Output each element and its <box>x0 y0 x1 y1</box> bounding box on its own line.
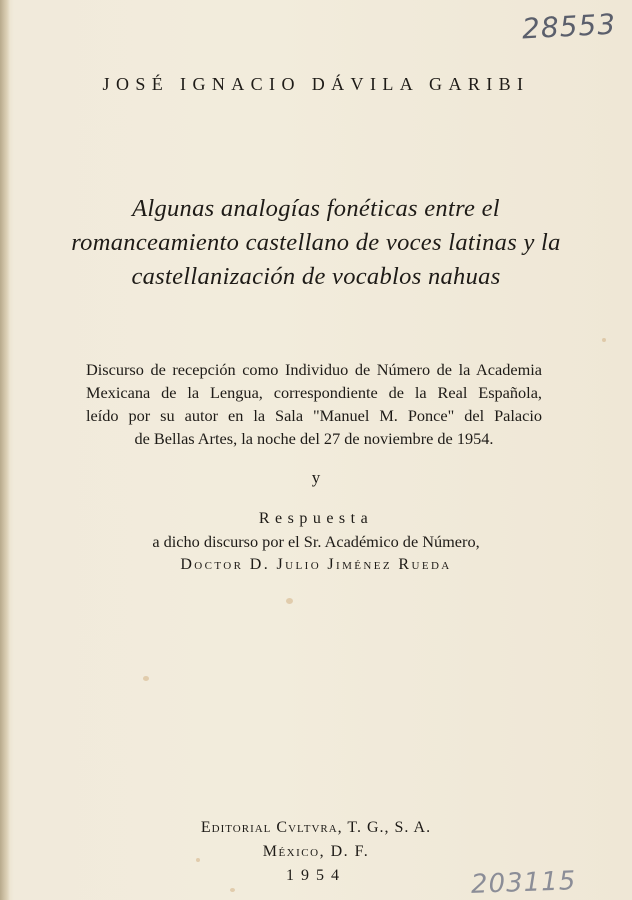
title-line: romanceamiento castellano de voces latinas y la <box>71 229 561 256</box>
author-name: JOSÉ IGNACIO DÁVILA GARIBI <box>102 74 530 94</box>
foxing-spot <box>286 598 293 604</box>
respuesta-text: a dicho discurso por el Sr. Académico de Número, <box>152 532 480 551</box>
conjunction: y <box>311 468 321 487</box>
publisher-name: Editorial Cvltvra, T. G., S. A. <box>200 819 432 836</box>
accession-number: 28553 <box>521 7 617 46</box>
catalog-number: 203115 <box>470 866 577 900</box>
discurso-line: de Bellas Artes, la noche del 27 de noviembre de 1954. <box>134 429 494 448</box>
title-line: castellanización de vocablos nahuas <box>131 263 501 290</box>
foxing-spot <box>602 338 606 342</box>
discurso-line: leído por su autor en la Sala "Manuel M. Ponce" del Palacio <box>86 406 542 425</box>
respuesta-heading: Respuesta <box>258 510 374 527</box>
discurso-description <box>86 358 542 450</box>
foxing-spot <box>143 676 149 681</box>
publication-year: 1954 <box>286 867 346 884</box>
book-title <box>60 192 572 294</box>
discurso-line: Mexicana de la Lengua, correspondiente de la Real Española, <box>86 383 542 402</box>
respondent-name: Doctor D. Julio Jiménez Rueda <box>180 556 452 573</box>
foxing-spot <box>230 888 235 892</box>
discurso-line: Discurso de recepción como Individuo de Número de la Academia <box>86 360 542 379</box>
publisher-city: México, D. F. <box>262 843 370 860</box>
title-line: Algunas analogías fonéticas entre el <box>132 195 500 222</box>
respuesta-block <box>0 508 632 577</box>
book-spine-shadow <box>0 0 10 900</box>
